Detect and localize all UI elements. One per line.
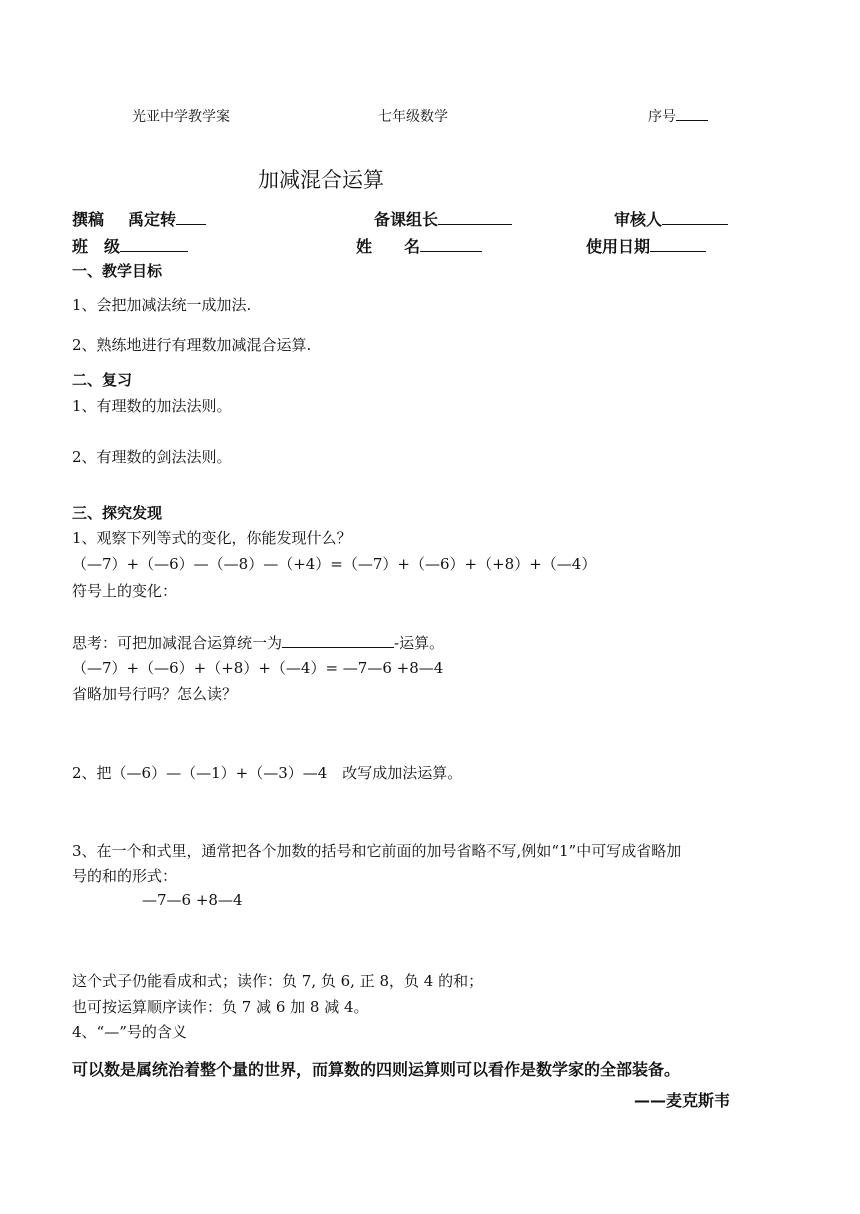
think-suffix: -运算。: [394, 634, 445, 652]
simplified-expression: —7—6 +8—4: [142, 891, 243, 909]
review-item-1: 1、有理数的加法法则。: [72, 397, 232, 415]
author-label: 撰稿: [72, 210, 105, 229]
think-prefix: 思考：可把加减混合运算统一为: [72, 634, 283, 652]
reviewer-field: [614, 207, 728, 230]
sign-change-prompt: 符号上的变化：: [72, 582, 178, 600]
class-label: 班 级: [72, 237, 121, 256]
review-item-2: 2、有理数的剑法法则。: [72, 448, 232, 466]
author-blank: [176, 210, 206, 225]
author-name: 禹定转: [128, 210, 177, 229]
name-blank: [420, 237, 482, 252]
objective-item-2: 2、熟练地进行有理数加减混合运算.: [72, 336, 312, 354]
reviewer-label: 审核人: [614, 210, 663, 229]
name-field: [356, 234, 482, 257]
quote-author: ——麦克斯韦: [634, 1091, 731, 1110]
explore-question-2: 2、把（—6）—（—1）+（—3）—4 改写成加法运算。: [72, 764, 463, 782]
group-leader-blank: [438, 210, 512, 225]
quote-text: 可以数是属统治着整个量的世界，而算数的四则运算则可以看作是数学家的全部装备。: [72, 1060, 681, 1079]
explore-question-4: 4、“—”号的含义: [72, 1023, 187, 1041]
author-field: [72, 207, 206, 230]
section-objectives-heading: 一、教学目标: [72, 262, 163, 280]
serial-label: 序号: [648, 109, 676, 125]
date-blank: [650, 237, 706, 252]
page-title: 加减混合运算: [258, 168, 384, 192]
name-label: 姓 名: [356, 237, 421, 256]
class-blank: [120, 237, 188, 252]
equation-1: （—7）+（—6）—（—8）—（+4）=（—7）+（—6）+（+8）+（—4）: [72, 555, 597, 573]
think-blank: [282, 633, 394, 648]
explore-question-3-line-2: 号的和的形式：: [72, 867, 178, 885]
subject-grade: 七年级数学: [378, 109, 448, 125]
serial-blank: [676, 106, 708, 121]
section-review-heading: 二、复习: [72, 371, 133, 389]
section-explore-heading: 三、探究发现: [72, 504, 163, 522]
explore-question-1: 1、观察下列等式的变化，你能发现什么？: [72, 529, 352, 547]
explore-question-3-line-1: 3、在一个和式里，通常把各个加数的括号和它前面的加号省略不写,例如“1”中可写成省略加: [72, 842, 682, 860]
omit-plus-question: 省略加号行吗？怎么读？: [72, 685, 238, 703]
date-label: 使用日期: [586, 237, 651, 256]
think-prompt: [72, 632, 444, 653]
reading-method-2: 也可按运算顺序读作：负 7 减 6 加 8 减 4。: [72, 998, 369, 1016]
group-leader-field: [374, 207, 512, 230]
serial-number-field: [648, 106, 708, 126]
school-name: 光亚中学教学案: [132, 109, 230, 125]
objective-item-1: 1、会把加减法统一成加法.: [72, 296, 252, 314]
date-field: [586, 234, 706, 257]
reviewer-blank: [662, 210, 728, 225]
group-leader-label: 备课组长: [374, 210, 439, 229]
equation-2: （—7）+（—6）+（+8）+（—4）= —7—6 +8—4: [72, 659, 444, 677]
class-field: [72, 234, 188, 257]
reading-method-1: 这个式子仍能看成和式；读作：负 7, 负 6, 正 8，负 4 的和；: [72, 972, 484, 990]
